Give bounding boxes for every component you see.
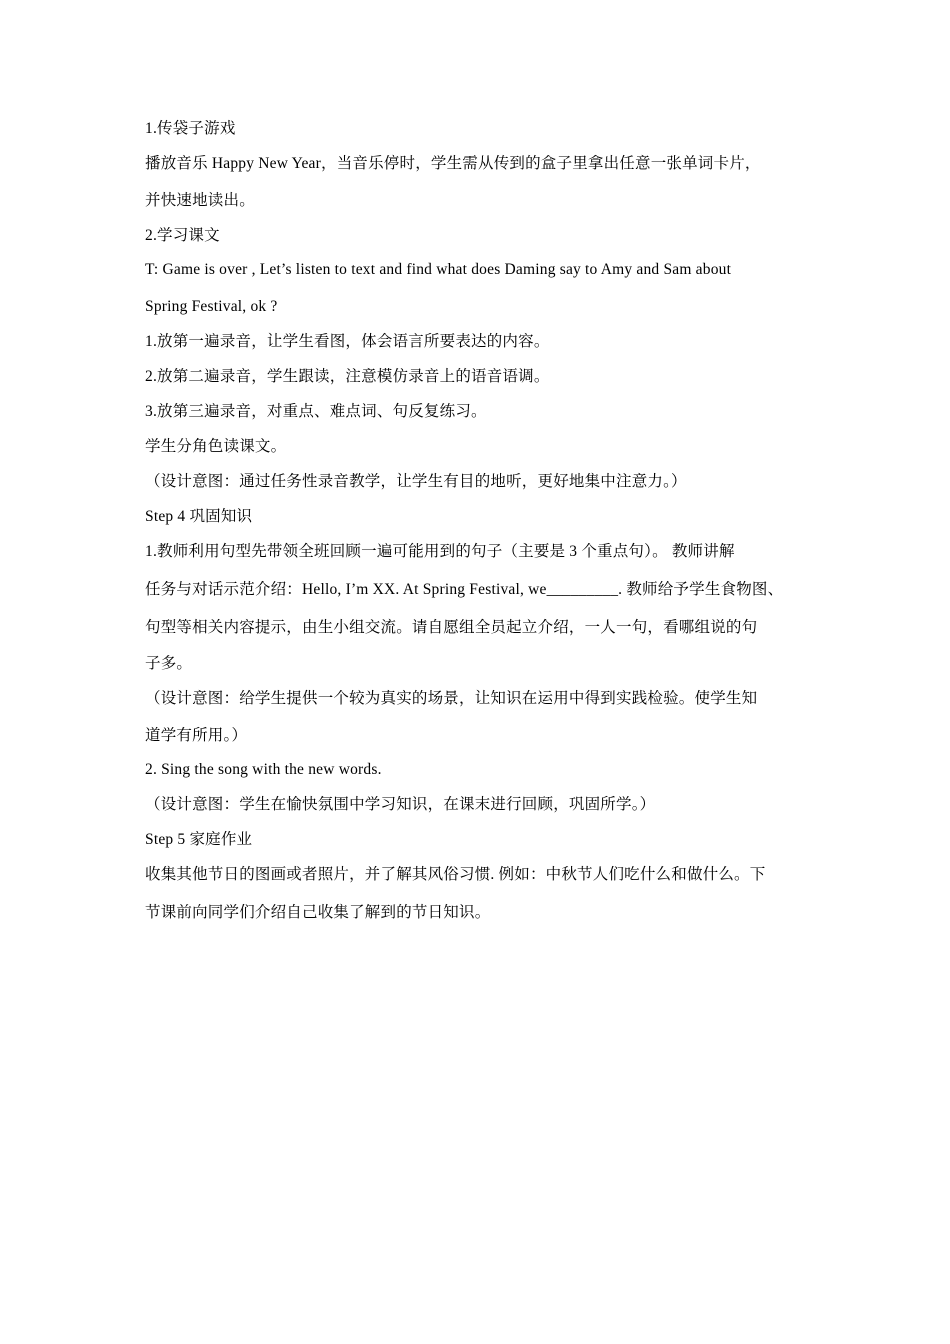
- paragraph-line: 节课前向同学们介绍自己收集了解到的节日知识。: [145, 904, 491, 921]
- paragraph-line: 并快速地读出。: [145, 192, 255, 209]
- design-intent-note: （设计意图：给学生提供一个较为真实的场景，让知识在运用中得到实践检验。使学生知: [145, 690, 758, 707]
- paragraph-line: 收集其他节日的图画或者照片，并了解其风俗习惯. 例如：中秋节人们吃什么和做什么。下: [145, 866, 766, 883]
- paragraph-line: 播放音乐 Happy New Year，当音乐停时，学生需从传到的盒子里拿出任意一张单词卡片，: [145, 155, 761, 172]
- list-item: 1.放第一遍录音，让学生看图，体会语言所要表达的内容。: [145, 333, 550, 350]
- paragraph-line: 子多。: [145, 655, 193, 672]
- heading-learn-text: 2.学习课文: [145, 227, 220, 244]
- paragraph-line: 句型等相关内容提示，由生小组交流。请自愿组全员起立介绍，一人一句，看哪组说的句: [145, 619, 758, 636]
- step-heading: Step 4 巩固知识: [145, 508, 253, 525]
- paragraph-line: 1.教师利用句型先带领全班回顾一遍可能用到的句子（主要是 3 个重点句）。 教师讲解: [145, 543, 735, 560]
- design-intent-note: （设计意图：通过任务性录音教学，让学生有目的地听，更好地集中注意力。）: [145, 473, 687, 490]
- list-item: 3.放第三遍录音，对重点、难点词、句反复练习。: [145, 403, 487, 420]
- design-intent-note: 道学有所用。）: [145, 727, 248, 744]
- list-item: 2. Sing the song with the new words.: [145, 761, 382, 778]
- list-item: 2.放第二遍录音，学生跟读，注意模仿录音上的语音语调。: [145, 368, 550, 385]
- design-intent-note: （设计意图：学生在愉快氛围中学习知识，在课末进行回顾，巩固所学。）: [145, 796, 656, 813]
- paragraph-line: T: Game is over , Let’s listen to text and find what does Daming say to Amy and Sam about: [145, 261, 732, 278]
- step-heading: Step 5 家庭作业: [145, 831, 253, 848]
- paragraph-line: 学生分角色读课文。: [145, 438, 287, 455]
- heading-pass-bag-game: 1.传袋子游戏: [145, 120, 236, 137]
- paragraph-line: Spring Festival, ok ?: [145, 298, 278, 315]
- paragraph-line: 任务与对话示范介绍：Hello, I’m XX. At Spring Festival, we_________. 教师给予学生食物图、: [145, 581, 784, 598]
